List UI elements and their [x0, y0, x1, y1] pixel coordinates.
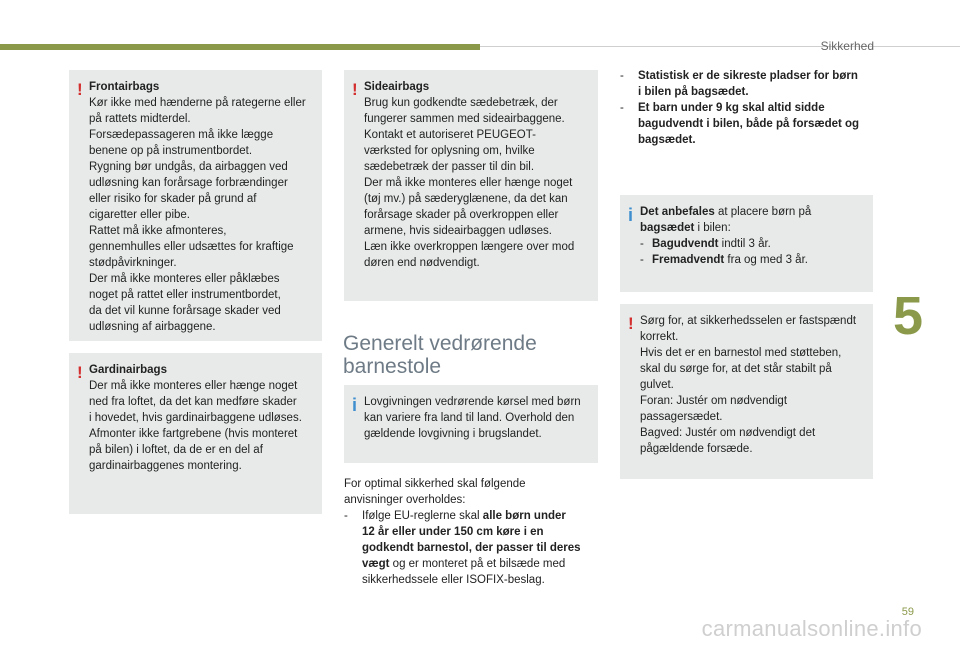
- text-line: udløsning kan forårsage forbrændinger: [89, 177, 288, 189]
- statistics-line-1: Statistisk er de sikreste pladser for børn: [638, 70, 858, 82]
- text-line: da det vil kunne forårsage skader ved: [89, 305, 281, 317]
- text-line: Brug kun godkendte sædebetræk, der: [364, 97, 558, 109]
- text-line: Foran: Justér om nødvendigt: [640, 395, 788, 407]
- forward-facing-label: Fremadvendt: [652, 254, 725, 266]
- chapter-number: 5: [893, 286, 924, 346]
- text-line: gældende lovgivning i brugslandet.: [364, 428, 542, 440]
- text-line: passagersædet.: [640, 411, 723, 423]
- rear-facing-label: Bagudvendt: [652, 238, 719, 250]
- optimal-item-rest: og er monteret på et bilsæde med: [389, 558, 566, 570]
- list-dash: -: [344, 510, 348, 522]
- text-line: på rattets midterdel.: [89, 113, 191, 125]
- text-line: på bilen) i loftet, da de er en del af: [89, 444, 263, 456]
- text-line: Rygning bør undgås, da airbaggen ved: [89, 161, 288, 173]
- text-line: døren end nødvendigt.: [364, 257, 480, 269]
- recommend-bold-1: Det anbefales: [640, 206, 715, 218]
- text-line: udløsning af airbaggene.: [89, 321, 216, 333]
- text-line: korrekt.: [640, 331, 679, 343]
- recommendation-info-note: [620, 195, 873, 292]
- text-line: Der må ikke monteres eller hænge noget: [89, 380, 298, 392]
- header-rule: [480, 46, 960, 47]
- text-line: (tøj mv.) på sæderyglænene, da det kan: [364, 193, 568, 205]
- text-line: i hovedet, hvis gardinairbaggene udløses.: [89, 412, 302, 424]
- law-info-note: [344, 385, 598, 463]
- text-line: gulvet.: [640, 379, 674, 391]
- under-9kg-line-1: Et barn under 9 kg skal altid sidde: [638, 102, 825, 114]
- text-line: ned fra loftet, da det kan medføre skader: [89, 396, 297, 408]
- list-dash: -: [640, 254, 644, 266]
- seat-placement-list: [620, 68, 880, 148]
- text-line: benene op på instrumentbordet.: [89, 145, 253, 157]
- optimal-item-prefix: Ifølge EU-reglerne skal: [362, 510, 483, 522]
- optimal-safety-text: [344, 476, 604, 588]
- gardinairbags-text: [89, 378, 314, 474]
- list-item-under-9kg: [620, 100, 880, 148]
- seatbelt-warning-text: [640, 313, 865, 457]
- text-line: Der må ikke monteres eller påklæbes: [89, 273, 280, 285]
- gardinairbags-warning: [69, 353, 322, 514]
- list-dash: -: [620, 70, 624, 82]
- warning-icon: !: [77, 363, 83, 382]
- header-accent-bar: [0, 44, 480, 50]
- text-line: gennemhulles eller udsættes for kraftige: [89, 241, 294, 253]
- under-9kg-line-2: bagudvendt i bilen, både på forsædet og: [638, 118, 860, 130]
- text-line: Lovgivningen vedrørende kørsel med børn: [364, 396, 581, 408]
- frontairbags-text: [89, 95, 314, 335]
- info-icon: i: [352, 395, 358, 415]
- recommend-text-1: at placere børn på: [714, 206, 812, 218]
- page-number: 59: [901, 606, 914, 618]
- recommend-line-1: [640, 204, 865, 220]
- optimal-item-bold-4: vægt: [362, 558, 390, 570]
- heading-line-2: barnestole: [343, 355, 442, 378]
- text-line: cigaretter eller pibe.: [89, 209, 190, 221]
- sideairbags-warning: [344, 70, 598, 301]
- optimal-item-line-5: sikkerhedssele eller ISOFIX-beslag.: [362, 574, 545, 586]
- text-line: Sørg for, at sikkerhedsselen er fastspændt: [640, 315, 857, 327]
- sideairbags-title: Sideairbags: [364, 81, 430, 93]
- text-line: Rattet må ikke afmonteres,: [89, 225, 227, 237]
- law-info-text: [364, 394, 590, 442]
- optimal-item-bold-3: godkendt barnestol, der passer til deres: [362, 542, 581, 554]
- list-item-statistics: [620, 68, 880, 100]
- optimal-intro-1: For optimal sikkerhed skal følgende: [344, 478, 526, 490]
- section-title: Sikkerhed: [820, 39, 874, 53]
- text-line: armene, hvis sideairbaggen udløses.: [364, 225, 552, 237]
- text-line: Forsædepassageren må ikke lægge: [89, 129, 274, 141]
- recommend-line-2: [640, 220, 865, 236]
- warning-icon: !: [628, 314, 634, 333]
- recommend-text-2: i bilen:: [694, 222, 731, 234]
- seatbelt-warning: [620, 304, 873, 479]
- watermark: carmanualsonline.info: [701, 616, 922, 641]
- forward-facing-text: fra og med 3 år.: [724, 254, 808, 266]
- recommend-item-rear-facing: [640, 236, 865, 252]
- text-line: eller risiko for skader på grund af: [89, 193, 257, 205]
- optimal-item-bold-1: alle børn under: [482, 510, 566, 522]
- rear-facing-text: indtil 3 år.: [718, 238, 771, 250]
- optimal-item-bold-2: 12 år eller under 150 cm køre i en: [362, 526, 544, 538]
- text-line: Der må ikke monteres eller hænge noget: [364, 177, 573, 189]
- text-line: Læn ikke overkroppen længere over mod: [364, 241, 575, 253]
- text-line: forårsage skader på overkroppen eller: [364, 209, 559, 221]
- text-line: Afmonter ikke fartgrebene (hvis monteret: [89, 428, 298, 440]
- recommend-bold-2: bagsædet: [640, 222, 695, 234]
- sideairbags-text: [364, 95, 590, 271]
- text-line: noget på rattet eller instrumentbordet,: [89, 289, 281, 301]
- frontairbags-warning: [69, 70, 322, 341]
- section-heading: [343, 332, 598, 378]
- text-line: Hvis det er en barnestol med støtteben,: [640, 347, 842, 359]
- list-dash: -: [620, 102, 624, 114]
- statistics-line-2: i bilen på bagsædet.: [638, 86, 749, 98]
- text-line: stødpåvirkninger.: [89, 257, 177, 269]
- warning-icon: !: [77, 80, 83, 99]
- text-line: værksted for oplysning om, hvilke: [364, 145, 535, 157]
- text-line: Bagved: Justér om nødvendigt det: [640, 427, 816, 439]
- info-icon: i: [628, 205, 634, 225]
- optimal-list-item: [344, 508, 604, 588]
- gardinairbags-title: Gardinairbags: [89, 364, 167, 376]
- text-line: sædebetræk der passer til din bil.: [364, 161, 535, 173]
- recommend-item-forward-facing: [640, 252, 865, 268]
- optimal-intro-2: anvisninger overholdes:: [344, 494, 466, 506]
- heading-line-1: Generelt vedrørende: [343, 332, 537, 355]
- text-line: Kør ikke med hænderne på rategerne eller: [89, 97, 306, 109]
- frontairbags-title: Frontairbags: [89, 81, 160, 93]
- text-line: fungerer sammen med sideairbaggene.: [364, 113, 565, 125]
- text-line: Kontakt et autoriseret PEUGEOT-: [364, 129, 536, 141]
- under-9kg-line-3: bagsædet.: [638, 134, 696, 146]
- text-line: pågældende forsæde.: [640, 443, 753, 455]
- list-dash: -: [640, 238, 644, 250]
- text-line: skal du sørge for, at det står stabilt på: [640, 363, 832, 375]
- warning-icon: !: [352, 80, 358, 99]
- text-line: kan variere fra land til land. Overhold den: [364, 412, 575, 424]
- text-line: gardinairbaggenes montering.: [89, 460, 242, 472]
